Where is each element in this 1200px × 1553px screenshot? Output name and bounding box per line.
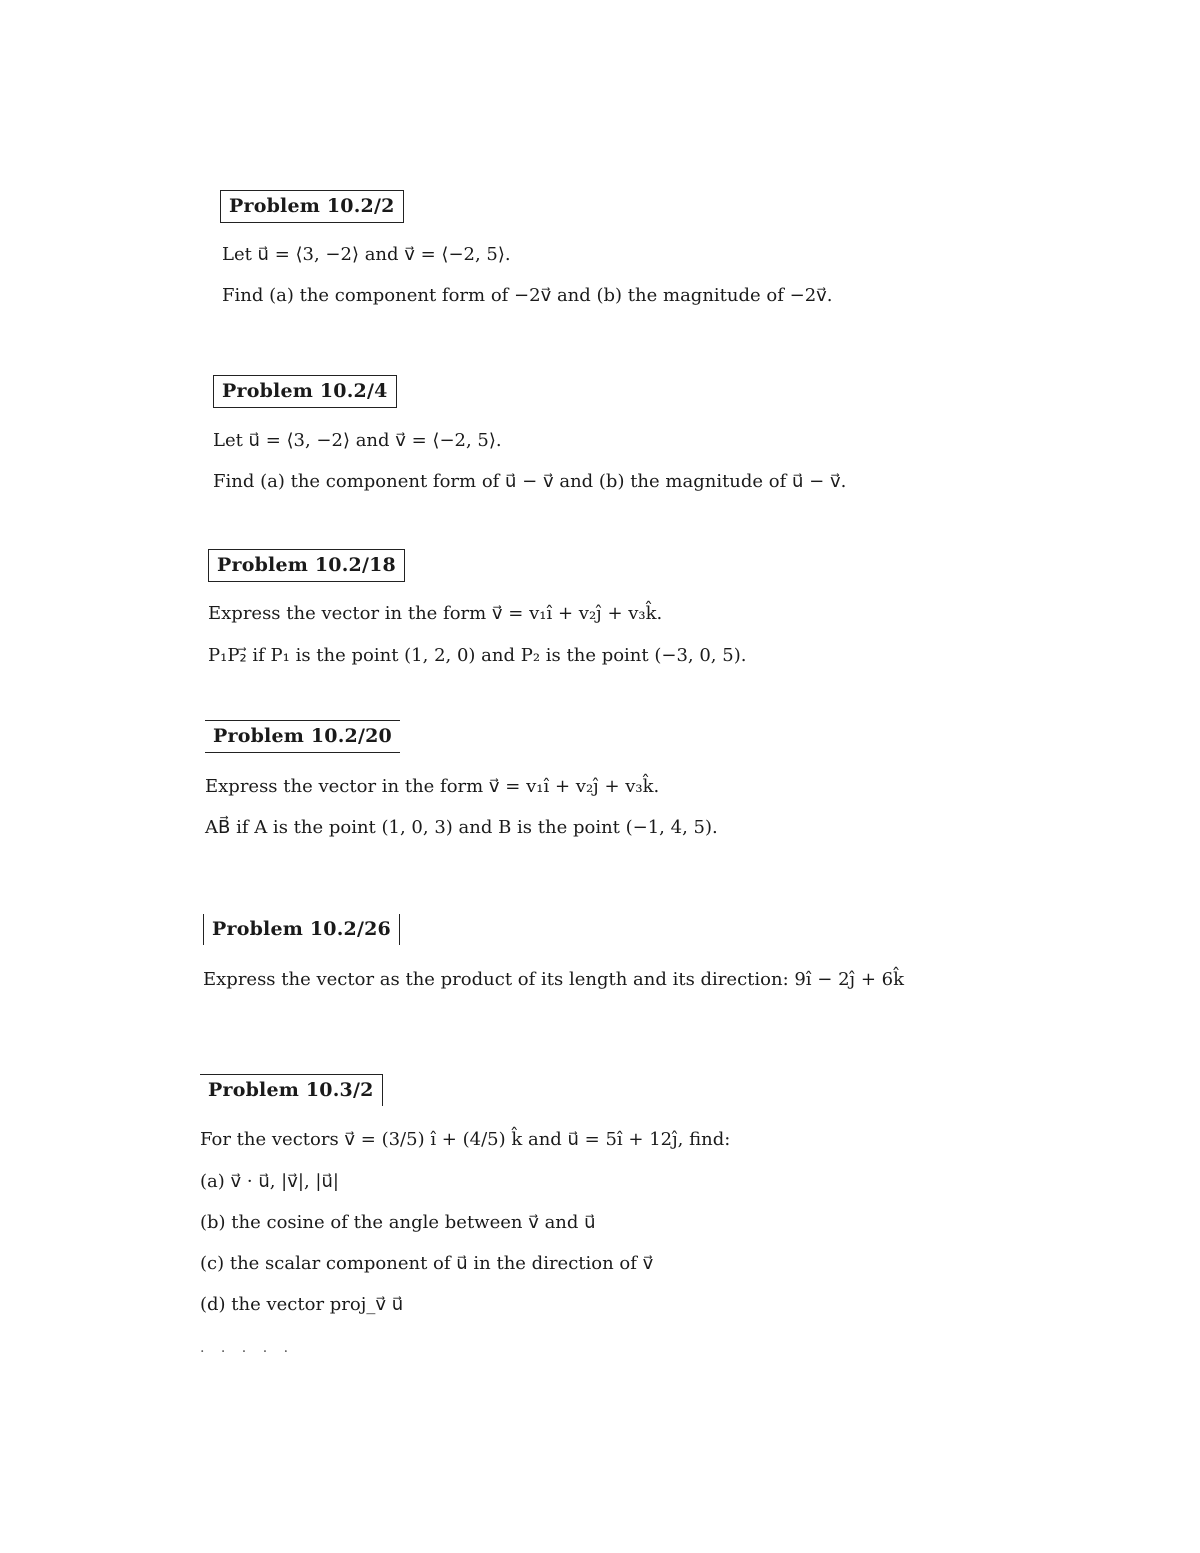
problem-title: Problem 10.2/18 (208, 549, 405, 582)
problem-part-d: (d) the vector proj_v⃗ u⃗ (200, 1294, 404, 1315)
problem-title: Problem 10.2/20 (205, 720, 400, 753)
problem-question: P₁P₂⃗ if P₁ is the point (1, 2, 0) and P₂ is the point (−3, 0, 5). (208, 645, 747, 666)
problem-10-2-20 (205, 720, 400, 753)
problem-statement: Express the vector as the product of its length and its direction: 9î − 2ĵ + 6k̂ (203, 969, 905, 990)
problem-10-2-2 (220, 190, 404, 223)
problem-statement: Let u⃗ = ⟨3, −2⟩ and v⃗ = ⟨−2, 5⟩. (222, 244, 511, 265)
problem-title: Problem 10.2/26 (203, 914, 400, 945)
problem-10-2-4 (213, 375, 397, 408)
problem-10-2-26 (203, 914, 400, 945)
problem-10-3-2 (200, 1074, 383, 1106)
problem-title: Problem 10.2/4 (213, 375, 397, 408)
problem-question: Find (a) the component form of u⃗ − v⃗ and (b) the magnitude of u⃗ − v⃗. (213, 471, 847, 492)
continuation-dots: . . . . . (200, 1340, 295, 1356)
problem-title: Problem 10.2/2 (220, 190, 404, 223)
problem-part-a: (a) v⃗ · u⃗, |v⃗|, |u⃗| (200, 1171, 339, 1192)
problem-question: AB⃗ if A is the point (1, 0, 3) and B is the point (−1, 4, 5). (205, 817, 718, 838)
problem-title: Problem 10.3/2 (200, 1074, 383, 1106)
problem-statement: Express the vector in the form v⃗ = v₁î + v₂ĵ + v₃k̂. (208, 603, 663, 624)
problem-part-c: (c) the scalar component of u⃗ in the direction of v⃗ (200, 1253, 654, 1274)
problem-statement: Let u⃗ = ⟨3, −2⟩ and v⃗ = ⟨−2, 5⟩. (213, 430, 502, 451)
problem-statement: For the vectors v⃗ = (3/5) î + (4/5) k̂ and u⃗ = 5î + 12ĵ, find: (200, 1129, 731, 1150)
problem-statement: Express the vector in the form v⃗ = v₁î + v₂ĵ + v₃k̂. (205, 776, 660, 797)
problem-10-2-18 (208, 549, 405, 582)
problem-part-b: (b) the cosine of the angle between v⃗ and u⃗ (200, 1212, 596, 1233)
problem-question: Find (a) the component form of −2v⃗ and (b) the magnitude of −2v⃗. (222, 285, 833, 306)
